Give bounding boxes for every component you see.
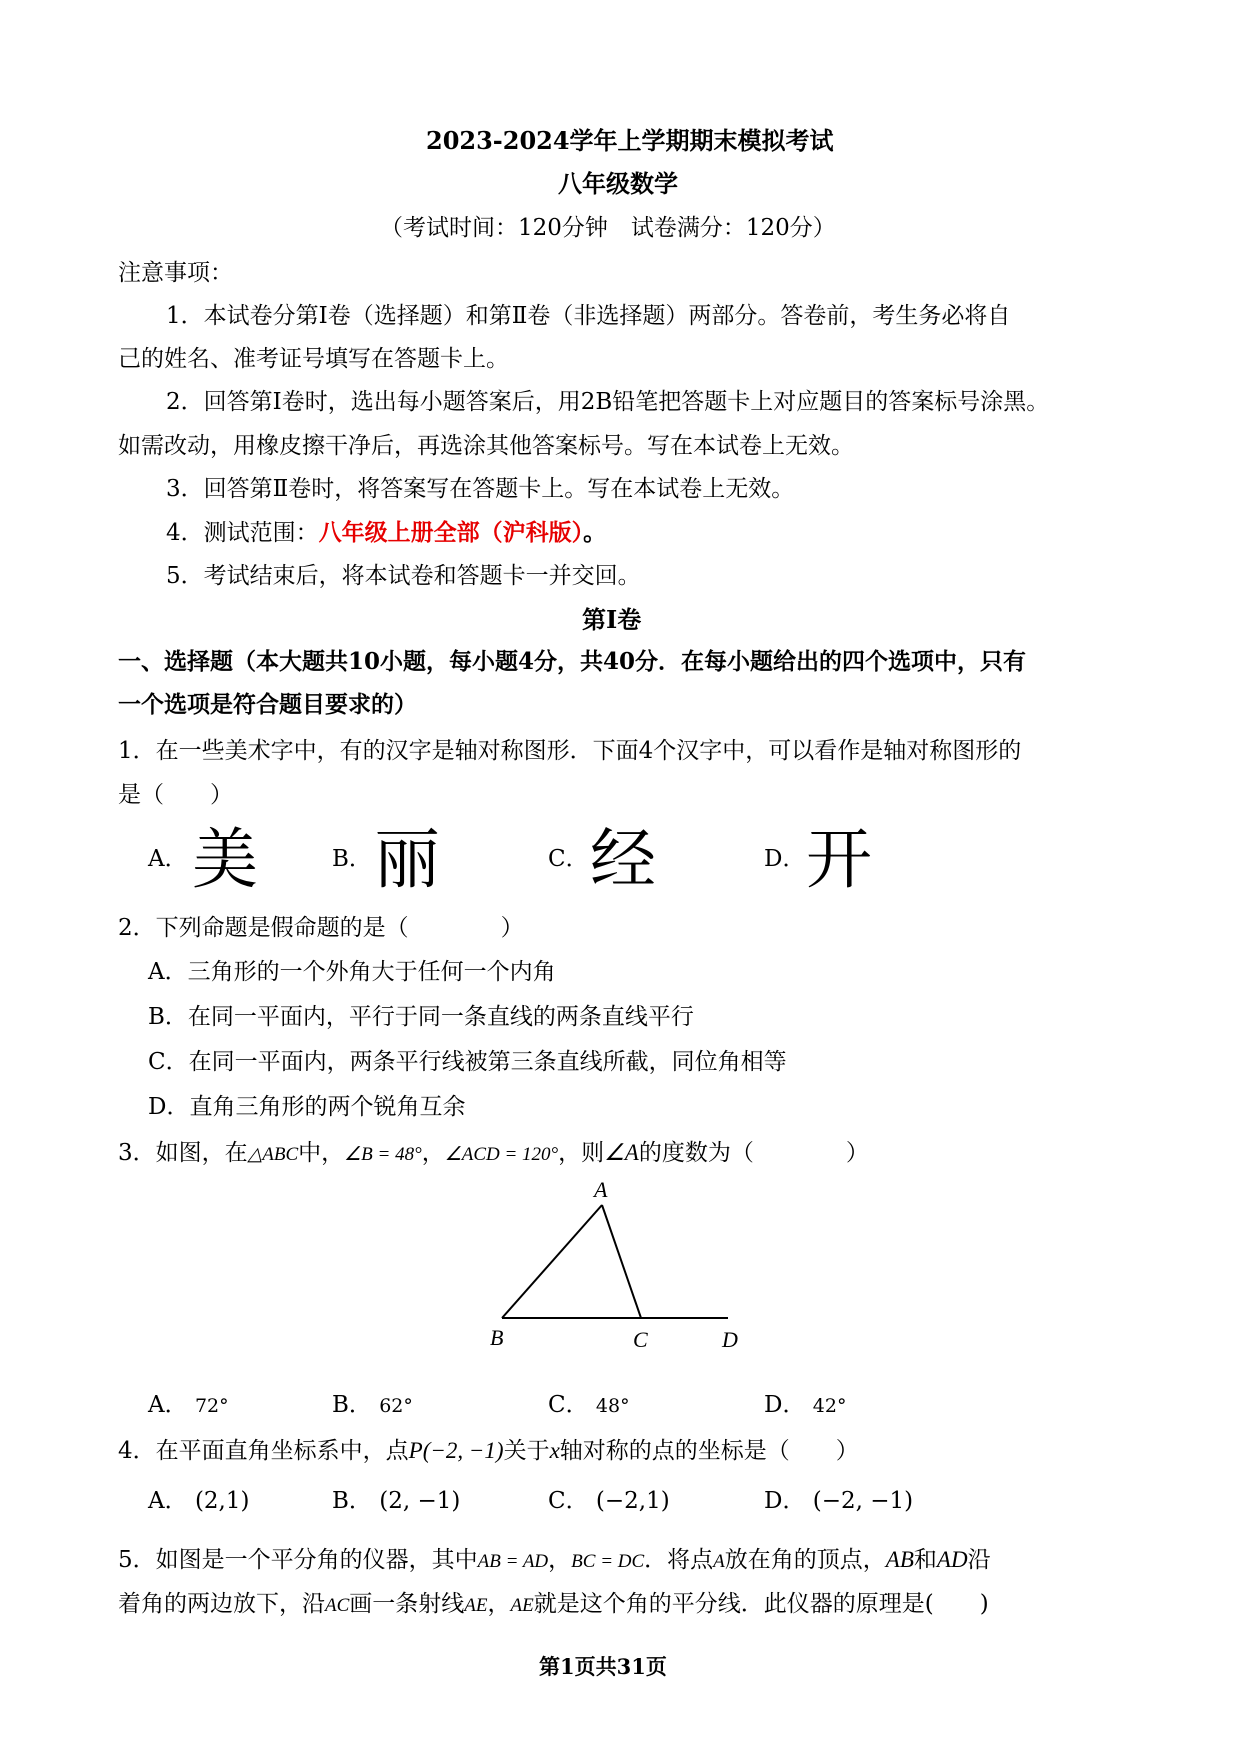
- q3-stem: [118, 1134, 869, 1167]
- q4-point: P(−2, −1): [408, 1438, 504, 1463]
- q4-stem-b: 关于: [503, 1438, 550, 1464]
- q1-stem-line-2: 是（ ）: [118, 782, 233, 808]
- q4-option-d-value: (−2, −1): [812, 1488, 914, 1514]
- q2-option-b: B．在同一平面内，平行于同一条直线的两条直线平行: [148, 1004, 694, 1030]
- q3-sep: ，: [421, 1140, 445, 1166]
- q3-angle-a: ∠A: [604, 1140, 639, 1165]
- q2-stem: 2．下列命题是假命题的是（ ）: [118, 915, 524, 941]
- segment-ac: [602, 1205, 641, 1318]
- note-4-suffix: 。: [583, 519, 607, 546]
- note-1-line-2: 己的姓名、准考证号填写在答题卡上。: [118, 346, 509, 372]
- page-number: 第1页共31页: [539, 1654, 667, 1679]
- q3-option-c-label: C．: [548, 1392, 589, 1418]
- note-2-line-1: 2．回答第Ⅰ卷时，选出每小题答案后，用2B铅笔把答题卡上对应题目的答案标号涂黑。: [166, 389, 1050, 415]
- notes-heading: 注意事项：: [118, 260, 233, 286]
- q3-option-c: [548, 1386, 630, 1419]
- q1-stem-line-1: 1．在一些美术字中，有的汉字是轴对称图形．下面4个汉字中，可以看作是轴对称图形的: [118, 738, 1022, 764]
- q3-option-a-label: A．: [148, 1392, 188, 1418]
- q4-option-d: [764, 1482, 913, 1515]
- q3-option-b-label: B．: [332, 1392, 372, 1418]
- q2-option-d: D．直角三角形的两个锐角互余: [148, 1094, 466, 1120]
- note-5: 5．考试结束后，将本试卷和答题卡一并交回。: [166, 563, 641, 589]
- q1-option-d-label: D．: [764, 846, 806, 872]
- test-scope: 八年级上册全部（沪科版）: [318, 519, 584, 546]
- q4-option-b-label: B．: [332, 1488, 372, 1514]
- section-1-heading-line-1: 一、选择题（本大题共10小题，每小题4分，共40分．在每小题给出的四个选项中，只有: [118, 648, 1027, 675]
- part-1-heading: 第Ⅰ卷: [582, 605, 642, 634]
- q4-option-d-label: D．: [764, 1488, 806, 1514]
- q3-stem-c: ，则: [558, 1140, 605, 1166]
- q5-ac: AC: [325, 1595, 350, 1616]
- q3-angle-b: ∠B = 48°: [344, 1144, 422, 1165]
- q5-ab-ad: AB = AD: [477, 1551, 549, 1572]
- label-c: C: [633, 1327, 648, 1352]
- q3-option-b: [332, 1386, 413, 1419]
- q5-bc-dc: BC = DC: [571, 1551, 645, 1572]
- q1-option-c-label: C．: [548, 846, 589, 872]
- q2-option-a: A．三角形的一个外角大于任何一个内角: [148, 959, 556, 985]
- q1-option-a-label: A．: [148, 846, 188, 872]
- q3-option-d-label: D．: [764, 1392, 806, 1418]
- note-1-line-1: 1．本试卷分第Ⅰ卷（选择题）和第Ⅱ卷（非选择题）两部分。答卷前，考生务必将自: [166, 303, 1011, 329]
- exam-info: （考试时间：120分钟 试卷满分：120分）: [380, 215, 836, 241]
- q4-option-c-label: C．: [548, 1488, 589, 1514]
- q5-ae-1: AE: [464, 1595, 488, 1616]
- q5-l1-b: ，: [548, 1547, 572, 1573]
- q3-stem-a: 3．如图，在: [118, 1140, 248, 1166]
- q4-axis: x: [549, 1438, 560, 1463]
- q5-l1-f: 沿: [967, 1547, 991, 1573]
- q4-option-a: [148, 1482, 249, 1515]
- q5-l1-e: 和: [913, 1547, 937, 1573]
- q5-l2-c: ，: [487, 1591, 511, 1617]
- q3-stem-b: 中，: [298, 1140, 345, 1166]
- q3-option-a-value: 72°: [194, 1395, 229, 1417]
- q5-l2-a: 着角的两边放下，沿: [118, 1591, 325, 1617]
- q3-option-a: [148, 1386, 229, 1419]
- q4-stem-a: 4．在平面直角坐标系中，点: [118, 1438, 409, 1464]
- q3-option-d: [764, 1386, 846, 1419]
- q3-option-b-value: 62°: [379, 1395, 413, 1417]
- q5-l1-c: ．将点: [644, 1547, 714, 1573]
- q4-option-b: [332, 1482, 460, 1515]
- q3-triangle-figure: [480, 1175, 760, 1355]
- q5-line-2: [118, 1585, 989, 1618]
- label-b: B: [490, 1325, 504, 1350]
- q3-angle-acd: ∠ACD = 120°: [444, 1144, 559, 1165]
- note-4-prefix: 4．测试范围：: [166, 520, 319, 546]
- q5-line-1: [118, 1541, 991, 1574]
- segment-ab: [502, 1205, 602, 1318]
- q5-l1-a: 5．如图是一个平分角的仪器，其中: [118, 1547, 478, 1573]
- q3-option-d-value: 42°: [812, 1395, 847, 1417]
- label-d: D: [722, 1327, 738, 1352]
- exam-subtitle: 八年级数学: [558, 169, 678, 198]
- q5-ab: AB: [885, 1547, 914, 1572]
- exam-title: 2023-2024学年上学期期末模拟考试: [426, 126, 834, 155]
- q4-option-a-label: A．: [148, 1488, 188, 1514]
- q4-option-a-value: (2,1): [194, 1488, 250, 1514]
- q5-l2-b: 画一条射线: [349, 1591, 465, 1617]
- q1-option-b-char: 丽: [374, 821, 440, 898]
- q4-option-c-value: (−2,1): [595, 1488, 670, 1514]
- q3-stem-d: 的度数为（ ）: [638, 1140, 869, 1166]
- note-2-line-2: 如需改动，用橡皮擦干净后，再选涂其他答案标号。写在本试卷上无效。: [118, 433, 854, 459]
- q1-option-b-label: B．: [332, 846, 372, 872]
- q5-l2-d: 就是这个角的平分线．此仪器的原理是( ): [533, 1591, 989, 1617]
- q5-point-a: A: [713, 1551, 725, 1572]
- q1-option-d-char: 开: [806, 821, 872, 898]
- note-3: 3．回答第Ⅱ卷时，将答案写在答题卡上。写在本试卷上无效。: [166, 476, 795, 502]
- q1-option-c-char: 经: [590, 821, 656, 898]
- q5-ad: AD: [936, 1547, 968, 1572]
- q4-stem-c: 轴对称的点的坐标是（ ）: [559, 1438, 859, 1464]
- q4-option-c: [548, 1482, 670, 1515]
- q5-ae-2: AE: [510, 1595, 534, 1616]
- q3-triangle: △ABC: [247, 1144, 299, 1165]
- q4-stem: [118, 1432, 859, 1465]
- q5-l1-d: 放在角的顶点，: [724, 1547, 886, 1573]
- q1-option-a-char: 美: [192, 821, 258, 898]
- label-a: A: [594, 1177, 608, 1202]
- q2-option-c: C．在同一平面内，两条平行线被第三条直线所截，同位角相等: [148, 1049, 787, 1075]
- q3-option-c-value: 48°: [595, 1395, 630, 1417]
- q4-option-b-value: (2, −1): [379, 1488, 461, 1514]
- section-1-heading-line-2: 一个选项是符合题目要求的）: [118, 691, 417, 718]
- note-4: [166, 514, 606, 547]
